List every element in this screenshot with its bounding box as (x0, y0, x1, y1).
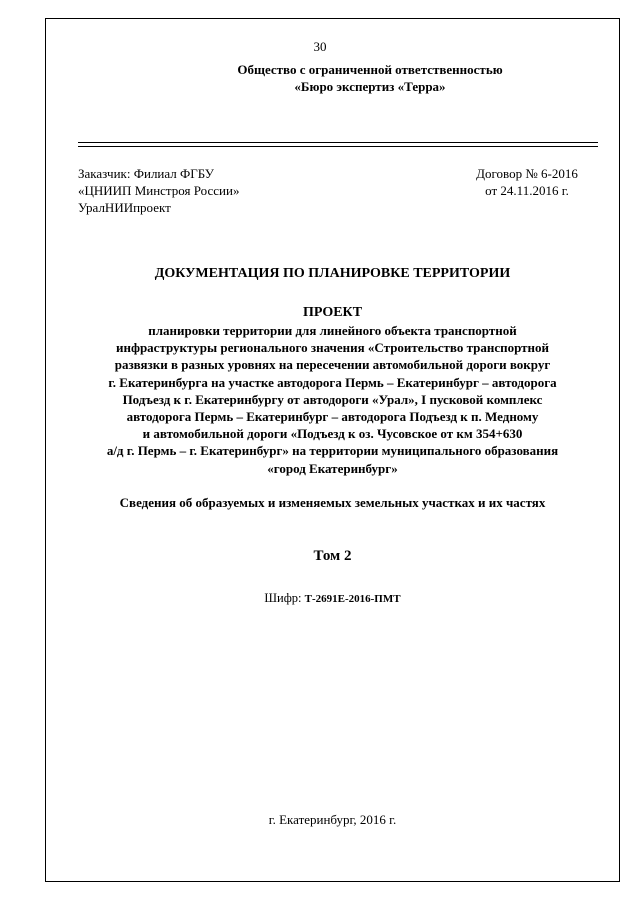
project-line: и автомобильной дороги «Подъезд к оз. Чусовское от км 354+630 (142, 426, 523, 442)
volume-label: Том 2 (313, 548, 352, 564)
client-block (78, 165, 239, 216)
header-rule-bottom (78, 146, 598, 147)
header-rule-top (78, 142, 598, 143)
organization-line-2: «Бюро экспертиз «Терра» (294, 79, 446, 94)
project-line: а/д г. Пермь – г. Екатеринбург» на территории муниципального образования (106, 443, 559, 459)
project-line: г. Екатеринбурга на участке автодорога Пермь – Екатеринбург – автодорога (108, 374, 557, 390)
client-line-2: «ЦНИИП Минстроя России» (78, 183, 240, 198)
project-line: «город Екатеринбург» (267, 460, 398, 476)
cipher-label: Шифр: (264, 591, 305, 605)
project-line: планировки территории для линейного объекта транспортной (148, 323, 517, 338)
section-info: Сведения об образуемых и изменяемых земельных участках и их частях (119, 495, 546, 510)
document-title: ДОКУМЕНТАЦИЯ ПО ПЛАНИРОВКЕ ТЕРРИТОРИИ (154, 266, 511, 281)
city-year: г. Екатеринбург, 2016 г. (268, 812, 397, 827)
project-line: Подъезд к г. Екатеринбургу от автодороги «Урал», I пусковой комплекс (122, 391, 543, 407)
organization-line-1: Общество с ограниченной ответственностью (237, 62, 503, 77)
client-line-1: Заказчик: Филиал ФГБУ (78, 166, 215, 181)
cipher (60, 591, 605, 606)
contract-date: от 24.11.2016 г. (485, 183, 569, 198)
contract-block (456, 165, 598, 199)
project-line: развязки в разных уровнях на пересечении автомобильной дороги вокруг (114, 357, 551, 373)
project-line: инфраструктуры регионального значения «Строительство транспортной (115, 340, 550, 356)
project-description (60, 322, 605, 477)
cipher-code: Т-2691Е-2016-ПМТ (304, 593, 401, 605)
organization-name (150, 61, 590, 95)
client-line-3: УралНИИпроект (78, 200, 171, 215)
project-label: ПРОЕКТ (302, 305, 363, 320)
project-line: автодорога Пермь – Екатеринбург – автодорога Подъезд к п. Медному (126, 409, 539, 425)
contract-number: Договор № 6-2016 (476, 166, 578, 181)
page-number: 30 (313, 39, 327, 54)
